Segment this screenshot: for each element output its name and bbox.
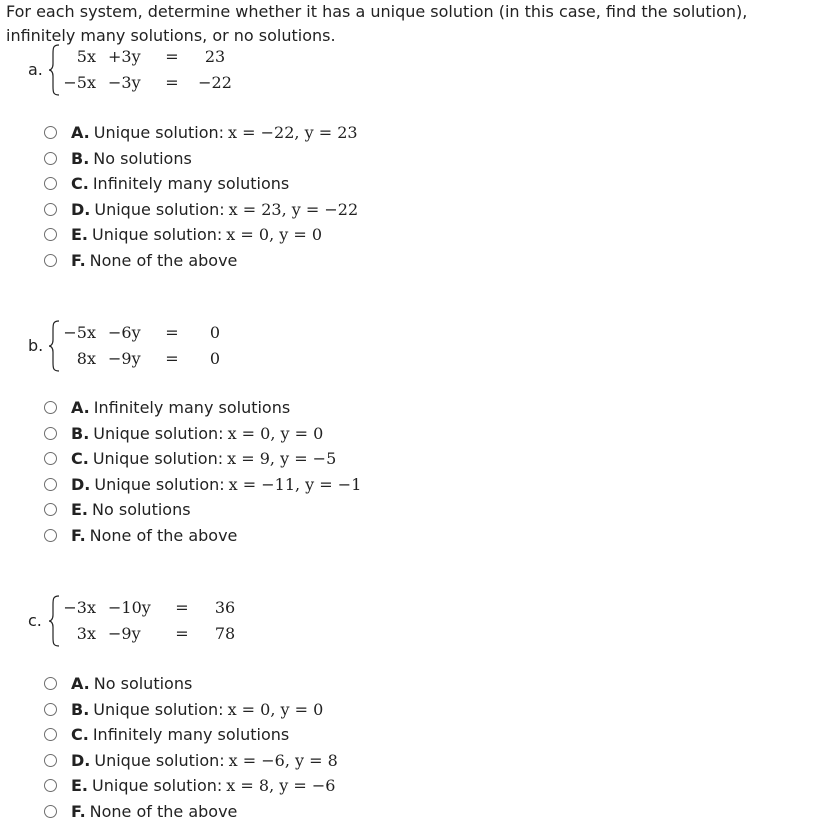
option-text: No solutions xyxy=(92,500,191,519)
rhs-value: 78 xyxy=(202,621,248,647)
answer-options xyxy=(44,671,338,824)
radio-button[interactable] xyxy=(44,677,57,690)
option-b[interactable] xyxy=(44,421,361,447)
left-brace-icon xyxy=(48,595,60,647)
radio-button[interactable] xyxy=(44,401,57,414)
equals-sign: = xyxy=(152,44,192,70)
option-letter: A. xyxy=(71,123,90,142)
equation-system xyxy=(62,44,238,96)
option-letter: B. xyxy=(71,424,89,443)
term-y: −10y xyxy=(104,595,162,621)
term-y: −3y xyxy=(104,70,152,96)
equation-row xyxy=(62,346,238,372)
option-a[interactable] xyxy=(44,395,361,421)
option-c[interactable] xyxy=(44,722,338,748)
option-math: x = 9, y = −5 xyxy=(227,449,336,468)
option-text: None of the above xyxy=(90,251,238,270)
option-text: Unique solution: xyxy=(94,200,224,219)
equals-sign: = xyxy=(162,595,202,621)
option-e[interactable] xyxy=(44,222,358,248)
radio-button[interactable] xyxy=(44,754,57,767)
option-letter: C. xyxy=(71,174,89,193)
term-x: −5x xyxy=(62,320,104,346)
radio-button[interactable] xyxy=(44,779,57,792)
term-y: −6y xyxy=(104,320,152,346)
option-text: Unique solution: xyxy=(94,123,224,142)
option-math: x = 23, y = −22 xyxy=(229,200,359,219)
option-letter: D. xyxy=(71,475,90,494)
problem-label: c. xyxy=(28,611,42,630)
problem-label: a. xyxy=(28,60,43,79)
option-text: No solutions xyxy=(94,674,193,693)
equals-sign: = xyxy=(152,320,192,346)
option-text: Unique solution: xyxy=(92,225,222,244)
equation-row xyxy=(62,70,238,96)
option-letter: C. xyxy=(71,725,89,744)
answer-options xyxy=(44,395,361,548)
radio-button[interactable] xyxy=(44,228,57,241)
radio-button[interactable] xyxy=(44,805,57,818)
option-c[interactable] xyxy=(44,171,358,197)
term-y: −9y xyxy=(104,346,152,372)
option-d[interactable] xyxy=(44,748,338,774)
rhs-value: −22 xyxy=(192,70,238,96)
radio-button[interactable] xyxy=(44,203,57,216)
option-letter: F. xyxy=(71,526,86,545)
equation-system xyxy=(62,595,248,647)
term-x: −3x xyxy=(62,595,104,621)
equals-sign: = xyxy=(162,621,202,647)
option-letter: A. xyxy=(71,674,90,693)
rhs-value: 23 xyxy=(192,44,238,70)
option-math: x = 0, y = 0 xyxy=(226,225,322,244)
option-text: Unique solution: xyxy=(93,424,223,443)
option-math: x = −11, y = −1 xyxy=(229,475,362,494)
option-text: Infinitely many solutions xyxy=(93,725,289,744)
option-letter: C. xyxy=(71,449,89,468)
instructions-text: For each system, determine whether it has a unique solution (in this case, find the solution), infinitely many solutions, or no solutions. xyxy=(6,0,811,48)
option-f[interactable] xyxy=(44,523,361,549)
option-text: None of the above xyxy=(90,802,238,821)
option-text: Unique solution: xyxy=(93,449,223,468)
option-math: x = 0, y = 0 xyxy=(228,424,324,443)
term-x: −5x xyxy=(62,70,104,96)
option-math: x = 8, y = −6 xyxy=(226,776,335,795)
option-letter: B. xyxy=(71,700,89,719)
term-y: +3y xyxy=(104,44,152,70)
radio-button[interactable] xyxy=(44,703,57,716)
left-brace-icon xyxy=(48,320,60,372)
problem-label: b. xyxy=(28,336,43,355)
equation-row xyxy=(62,320,238,346)
radio-button[interactable] xyxy=(44,126,57,139)
option-a[interactable] xyxy=(44,120,358,146)
option-letter: F. xyxy=(71,251,86,270)
option-c[interactable] xyxy=(44,446,361,472)
option-math: x = −22, y = 23 xyxy=(228,123,358,142)
radio-button[interactable] xyxy=(44,478,57,491)
radio-button[interactable] xyxy=(44,254,57,267)
equation-row xyxy=(62,44,238,70)
equation-system xyxy=(62,320,238,372)
radio-button[interactable] xyxy=(44,177,57,190)
option-d[interactable] xyxy=(44,472,361,498)
rhs-value: 0 xyxy=(192,346,238,372)
option-text: Unique solution: xyxy=(93,700,223,719)
term-x: 8x xyxy=(62,346,104,372)
radio-button[interactable] xyxy=(44,452,57,465)
option-letter: B. xyxy=(71,149,89,168)
option-b[interactable] xyxy=(44,146,358,172)
radio-button[interactable] xyxy=(44,427,57,440)
option-e[interactable] xyxy=(44,773,338,799)
radio-button[interactable] xyxy=(44,529,57,542)
option-letter: A. xyxy=(71,398,90,417)
option-letter: E. xyxy=(71,500,88,519)
option-letter: D. xyxy=(71,751,90,770)
rhs-value: 36 xyxy=(202,595,248,621)
radio-button[interactable] xyxy=(44,503,57,516)
option-math: x = 0, y = 0 xyxy=(228,700,324,719)
option-e[interactable] xyxy=(44,497,361,523)
radio-button[interactable] xyxy=(44,728,57,741)
option-text: Unique solution: xyxy=(94,475,224,494)
option-math: x = −6, y = 8 xyxy=(229,751,338,770)
option-letter: F. xyxy=(71,802,86,821)
option-text: Unique solution: xyxy=(94,751,224,770)
option-a[interactable] xyxy=(44,671,338,697)
equals-sign: = xyxy=(152,346,192,372)
option-f[interactable] xyxy=(44,799,338,824)
term-y: −9y xyxy=(104,621,162,647)
equation-row xyxy=(62,621,248,647)
option-text: Unique solution: xyxy=(92,776,222,795)
option-letter: E. xyxy=(71,225,88,244)
term-x: 5x xyxy=(62,44,104,70)
option-d[interactable] xyxy=(44,197,358,223)
answer-options xyxy=(44,120,358,273)
term-x: 3x xyxy=(62,621,104,647)
radio-button[interactable] xyxy=(44,152,57,165)
option-text: Infinitely many solutions xyxy=(94,398,290,417)
option-text: Infinitely many solutions xyxy=(93,174,289,193)
left-brace-icon xyxy=(48,44,60,96)
option-f[interactable] xyxy=(44,248,358,274)
option-letter: E. xyxy=(71,776,88,795)
rhs-value: 0 xyxy=(192,320,238,346)
equation-row xyxy=(62,595,248,621)
option-text: None of the above xyxy=(90,526,238,545)
option-text: No solutions xyxy=(93,149,192,168)
option-letter: D. xyxy=(71,200,90,219)
equals-sign: = xyxy=(152,70,192,96)
option-b[interactable] xyxy=(44,697,338,723)
